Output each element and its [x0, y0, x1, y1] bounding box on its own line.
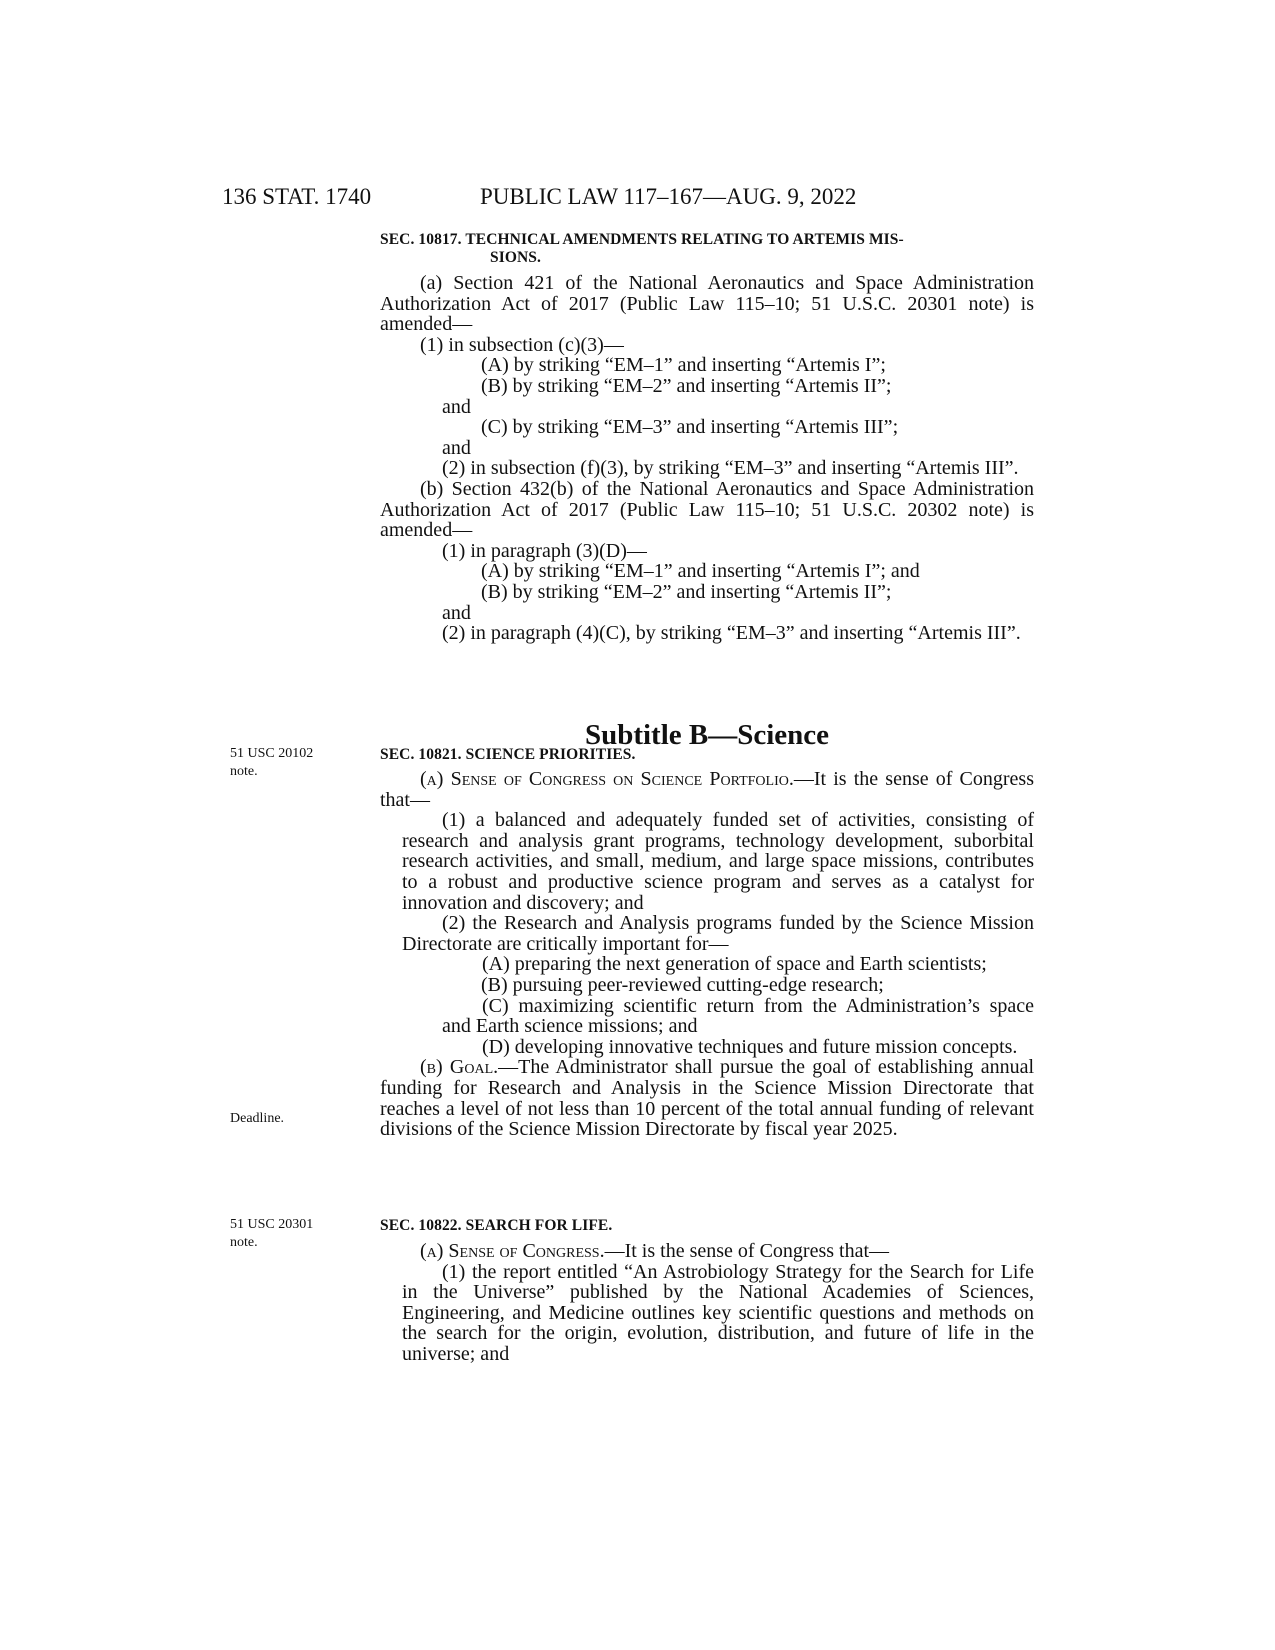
paragraph-a2: (2) the Research and Analysis programs funded by the Science Mission Directorate are critically important for— [402, 912, 1034, 955]
paragraph-a2: (2) in subsection (f)(3), by striking “EM–3” and inserting “Artemis III”. [442, 457, 1019, 480]
section-heading-10822: SEC. 10822. SEARCH FOR LIFE. [380, 1217, 613, 1234]
clause-a2A: (A) preparing the next generation of space and Earth scientists; [482, 953, 987, 976]
subsection-b-caption: (b) Goal. [420, 1056, 499, 1079]
subsection-b-intro: (b) Section 432(b) of the National Aeronautics and Space Administration Authorization Act of 2017 (Public Law 115–10; 51 U.S.C. 20302 note) is amended— [380, 477, 1034, 542]
margin-note-10822 [230, 1216, 350, 1252]
subsection-a-text: —It is the sense of Congress that— [380, 768, 1034, 811]
subtitle-heading: Subtitle B—Science [584, 719, 830, 751]
running-head: PUBLIC LAW 117–167—AUG. 9, 2022 [480, 184, 857, 209]
subsection-a [380, 1241, 1034, 1262]
clause-b1B-and: and [442, 601, 471, 624]
section-heading-line2: SIONS. [490, 249, 541, 266]
paragraph-a1: (1) the report entitled “An Astrobiology Strategy for the Search for Life in the Universe” published by the National Academies of Sciences, Engineering, and Medicine outlines key scientific questions and methods on the search for the origin, evolution, distribution, and future of life in the universe; and [402, 1260, 1034, 1365]
section-heading-line1: SEC. 10817. TECHNICAL AMENDMENTS RELATING TO ARTEMIS MIS- [380, 231, 904, 248]
clause-a1C: (C) by striking “EM–3” and inserting “Artemis III”; [481, 416, 899, 439]
margin-note-line1: 51 USC 20102 [230, 746, 314, 761]
paragraph-a1: (1) in subsection (c)(3)— [420, 333, 624, 356]
subsection-a-intro: (a) Section 421 of the National Aeronautics and Space Administration Authorization Act of 2017 (Public Law 115–10; 51 U.S.C. 20301 note) is amended— [380, 272, 1034, 336]
subsection-b-text: —The Administrator shall pursue the goal of establishing annual funding for Research and Analysis in the Science Mission Directorate that reaches a level of not less than 10 percent of the total annual funding of relevant divisions of the Science Mission Directorate by fiscal year 2025. [380, 1056, 1034, 1141]
subsection-a-text: —It is the sense of Congress that— [604, 1240, 889, 1262]
margin-note-10821 [230, 745, 350, 781]
clause-a1B: (B) by striking “EM–2” and inserting “Artemis II”; [481, 374, 892, 397]
margin-note-deadline: Deadline. [230, 1111, 285, 1126]
clause-a1B-and: and [442, 395, 471, 418]
margin-note-line2: note. [230, 1235, 258, 1250]
paragraph-b2: (2) in paragraph (4)(C), by striking “EM–3” and inserting “Artemis III”. [442, 622, 1021, 645]
margin-note-line2: note. [230, 764, 258, 779]
subsection-a-caption: (a) Sense of Congress. [420, 1240, 605, 1262]
clause-b1A: (A) by striking “EM–1” and inserting “Artemis I”; and [481, 560, 920, 583]
section-heading-10817 [380, 231, 1034, 267]
clause-a1C-and: and [442, 436, 471, 459]
subsection-a-caption: (a) Sense of Congress on Science Portfolio. [420, 768, 794, 790]
clause-a2D: (D) developing innovative techniques and future mission concepts. [482, 1035, 1018, 1058]
clause-a1A: (A) by striking “EM–1” and inserting “Artemis I”; [481, 354, 886, 377]
paragraph-a1: (1) a balanced and adequately funded set of activities, consisting of research and analysis grant programs, technology development, suborbital research activities, and small, medium, and large space missions, contributes to a robust and productive science program and serves as a catalyst for innovation and discovery; and [402, 809, 1034, 914]
page-stat-citation: 136 STAT. 1740 [222, 184, 372, 209]
section-10817-body [380, 273, 1034, 644]
margin-note-line1: 51 USC 20301 [230, 1217, 314, 1232]
clause-a2B: (B) pursuing peer-reviewed cutting-edge research; [481, 973, 884, 996]
section-10821-body [380, 769, 1034, 1140]
section-10822-body [380, 1241, 1034, 1365]
subsection-b [380, 1057, 1034, 1139]
subsection-a [380, 769, 1034, 810]
clause-b1B: (B) by striking “EM–2” and inserting “Artemis II”; [481, 580, 892, 603]
section-heading-10821: SEC. 10821. SCIENCE PRIORITIES. [380, 746, 636, 763]
clause-a2C: (C) maximizing scientific return from the Administration’s space and Earth science missions; and [442, 994, 1034, 1038]
paragraph-b1: (1) in paragraph (3)(D)— [442, 539, 647, 562]
